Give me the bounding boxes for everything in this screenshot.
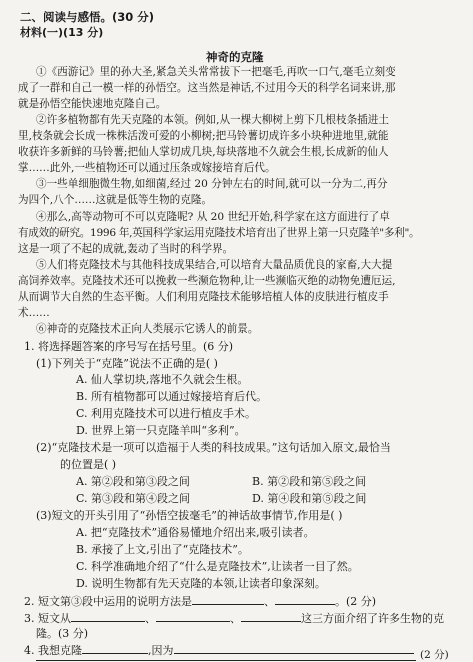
question-4-score: (2 分) [420,649,449,661]
question-4-text: 4. 我想克隆 [24,644,82,657]
option-d: D. 说明生物都有先天克隆的本领,让读者印象深刻。 [76,577,326,590]
article-line: ①《西游记》里的孙大圣,紧急关头常常拔下一把毫毛,再吹一口气,毫毛立刻变 [36,66,396,78]
question-4 [24,643,414,658]
option-c: C. 第③段和第④段之间 [76,492,191,505]
answer-blank[interactable] [82,643,148,654]
article-line: 收获许多新鲜的马铃薯;把仙人掌切成几块,每块落地不久就会生根,长成新的仙人 [18,146,389,158]
article-line: 从而调节大自然的生态平衡。人们利用克隆技术能够培植人体的皮肤进行植皮手 [18,291,389,303]
answer-blank[interactable] [156,611,230,622]
question-1-2-stem-cont: 的位置是( ) [60,458,117,471]
option-b: B. 承接了上文,引出了“克隆技术”。 [76,543,249,556]
article-line: ③一些单细胞微生物,如细菌,经过 20 分钟左右的时间,就可以一分为二,再分 [36,178,388,190]
article-line: 就是孙悟空能快速地克隆自己。 [18,98,167,110]
answer-blank[interactable] [71,611,145,622]
article-line: 为四个,八个……这就是低等生物的克隆。 [18,194,213,206]
option-a: A. 仙人掌切块,落地不久就会生根。 [76,373,249,386]
option-d: D. 第④段和第⑤段之间 [252,492,367,505]
option-b: B. 所有植物都可以通过嫁接培育后代。 [76,390,268,403]
article-line: ②许多植物都有先天克隆的本领。例如,从一棵大柳树上剪下几根枝条插进土 [36,114,389,126]
answer-blank[interactable] [241,611,301,622]
answer-blank[interactable] [174,643,414,654]
question-3-sep: 、 [230,612,241,625]
option-c: C. 利用克隆技术可以进行植皮手术。 [76,407,257,420]
question-2-score: 。(2 分) [335,595,377,608]
article-line: 术…… [18,307,50,319]
option-d: D. 世界上第一只克隆羊叫“多利”。 [76,424,246,437]
article-title: 神奇的克隆 [206,50,264,64]
answer-blank[interactable] [192,594,264,605]
question-3-sep: 、 [145,612,156,625]
section-heading: 二、阅读与感悟。(30 分) [20,10,155,24]
article-line: ⑥神奇的克隆技术正向人类展示它诱人的前景。 [36,323,259,335]
option-b: B. 第②段和第⑤段之间 [252,475,367,488]
question-3-tail: 隆。(3 分) [36,627,89,640]
option-a: A. 第②段和第③段之间 [76,475,190,488]
answer-blank[interactable] [275,594,335,605]
article-line: 高饲养效率。克隆技术还可以挽救一些濒危物种,让一些濒临灭绝的动物免遭厄运, [18,275,396,287]
article-line: 这是一项了不起的成就,轰动了当时的科学界。 [18,243,234,255]
question-3 [24,611,444,626]
question-2-text: 2. 短文第③段中运用的说明方法是 [24,595,192,608]
article-line: ④那么,高等动物可不可以克隆呢? 从 20 世纪开始,科学家在这方面进行了卓 [36,211,390,223]
question-3-text-cont: 这三方面介绍了许多生物的克 [301,612,444,625]
article-line: 掌……此外,一些植物还可以通过压条或嫁接培育后代。 [18,162,276,174]
material-heading: 材料(一)(13 分) [20,26,104,39]
question-4-because: ,因为 [148,644,174,657]
question-1-1-stem: (1)下列关于“克隆”说法不正确的是( ) [36,357,218,370]
article-line: 里,枝条就会长成一株株活泼可爱的小柳树;把马铃薯切成许多小块种进地里,就能 [18,130,389,142]
question-3-text: 3. 短文从 [24,612,71,625]
question-2 [24,594,376,609]
article-line: 有成效的研究。1996 年,英国科学家运用克隆技术培育出了世界上第一只克隆羊"多利"。 [18,227,420,239]
article-line: 成了一群和自己一模一样的孙悟空。这当然是神话,不过用今天的科学名词来讲,那 [18,82,396,94]
option-a: A. 把“克隆技术”通俗易懂地介绍出来,吸引读者。 [76,526,315,539]
question-1-3-stem: (3)短文的开头引用了“孙悟空拔毫毛”的神话故事情节,作用是( ) [36,509,343,522]
article-line: ⑤人们将克隆技术与其他科技成果结合,可以培育大量品质优良的家畜,大大提 [36,259,393,271]
question-1-stem: 1. 将选择题答案的序号写在括号里。(6 分) [24,340,234,353]
question-1-2-stem: (2)“克隆技术是一项可以造福于人类的科技成果。”这句话加入原文,最恰当 [36,441,391,454]
answer-line[interactable] [36,659,416,661]
question-2-sep: 、 [264,595,275,608]
option-c: C. 科学准确地介绍了“什么是克隆技术”,让读者一目了然。 [76,560,359,573]
